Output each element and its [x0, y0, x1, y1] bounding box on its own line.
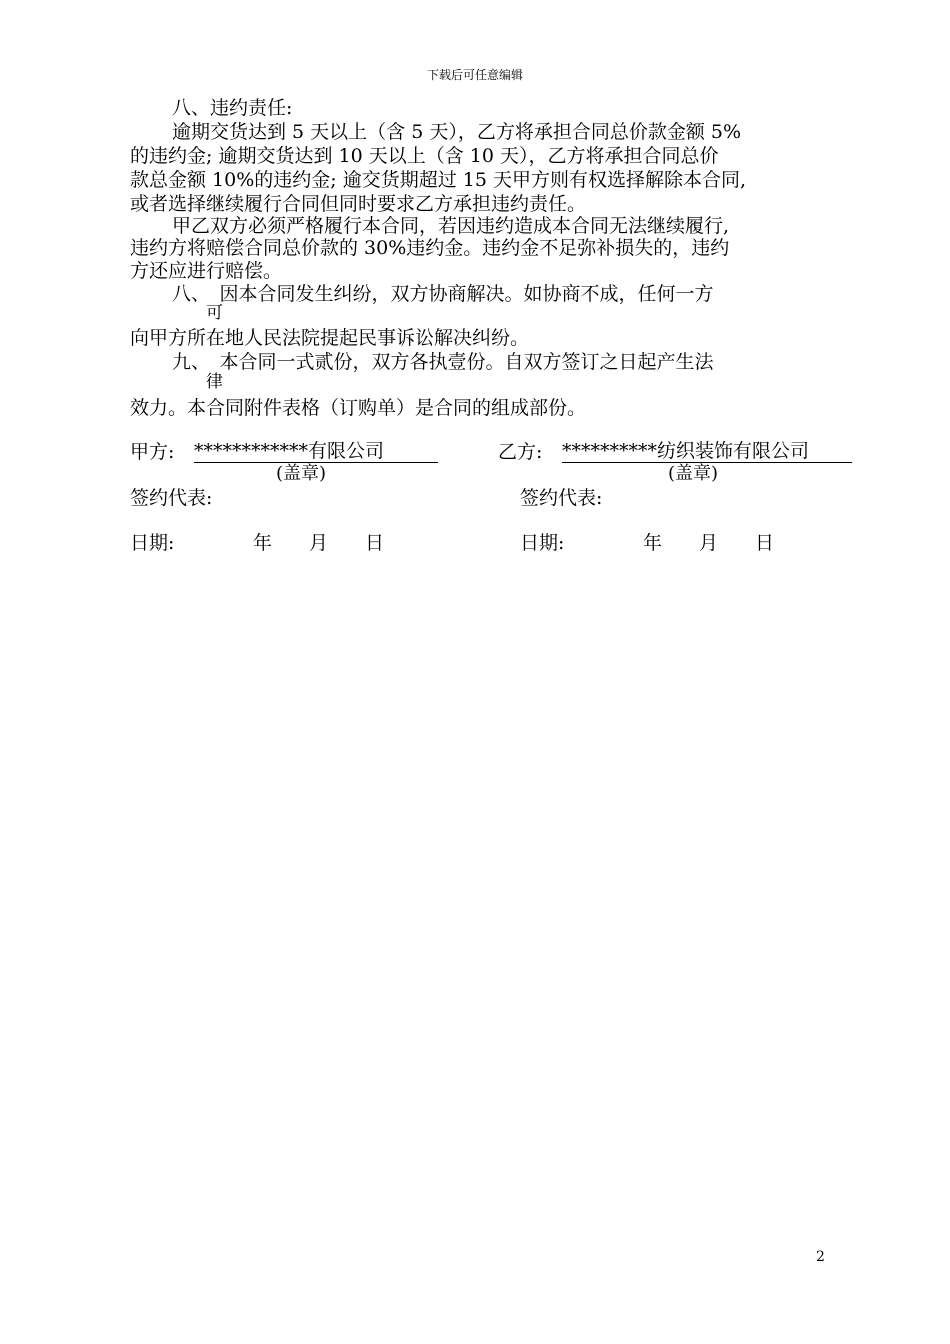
party-a-day: 日	[365, 532, 385, 554]
clause-line: 九、 本合同一式贰份，双方各执壹份。自双方签订之日起产生法	[172, 351, 714, 373]
paragraph-line: 或者选择继续履行合同但同时要求乙方承担违约责任。	[130, 193, 587, 215]
party-a-name: ************有限公司	[194, 440, 438, 463]
party-b-day: 日	[755, 532, 775, 554]
party-b-name: **********纺织装饰有限公司	[562, 440, 852, 463]
party-b-month: 月	[699, 532, 719, 554]
page-header: 下载后可任意编辑	[426, 68, 523, 82]
party-b-rep: 签约代表:	[520, 487, 603, 509]
party-b-label: 乙方:	[498, 441, 543, 463]
party-a-date-label: 日期:	[130, 532, 175, 554]
paragraph-line: 款总金额 10%的违约金; 逾交货期超过 15 天甲方则有权选择解除本合同,	[130, 169, 747, 191]
party-b-year: 年	[643, 532, 663, 554]
clause-line: 八、 因本合同发生纠纷，双方协商解决。如协商不成，任何一方	[172, 283, 714, 305]
party-a-year: 年	[253, 532, 273, 554]
clause-wrap-char: 律	[206, 372, 223, 392]
clause-line: 效力。本合同附件表格（订购单）是合同的组成部份。	[130, 397, 587, 419]
clause-line: 向甲方所在地人民法院提起民事诉讼解决纠纷。	[130, 327, 530, 349]
page-number: 2	[816, 1249, 825, 1265]
paragraph-line: 甲乙双方必须严格履行本合同，若因违约造成本合同无法继续履行,	[172, 215, 730, 237]
party-a-stamp: (盖章)	[276, 463, 327, 484]
party-b-date-label: 日期:	[520, 532, 565, 554]
clause-wrap-char: 可	[206, 303, 223, 323]
paragraph-line: 逾期交货达到 5 天以上（含 5 天），乙方将承担合同总价款金额 5%	[172, 121, 742, 143]
party-a-month: 月	[309, 532, 329, 554]
party-b-stamp: (盖章)	[668, 463, 719, 484]
paragraph-line: 方还应进行赔偿。	[130, 260, 283, 282]
paragraph-line: 的违约金; 逾期交货达到 10 天以上（含 10 天），乙方将承担合同总价	[130, 145, 719, 167]
party-a-label: 甲方:	[130, 441, 175, 463]
party-a-rep: 签约代表:	[130, 487, 213, 509]
paragraph-line: 违约方将赔偿合同总价款的 30%违约金。违约金不足弥补损失的，违约	[130, 237, 730, 259]
section-title: 八、违约责任:	[172, 97, 293, 119]
